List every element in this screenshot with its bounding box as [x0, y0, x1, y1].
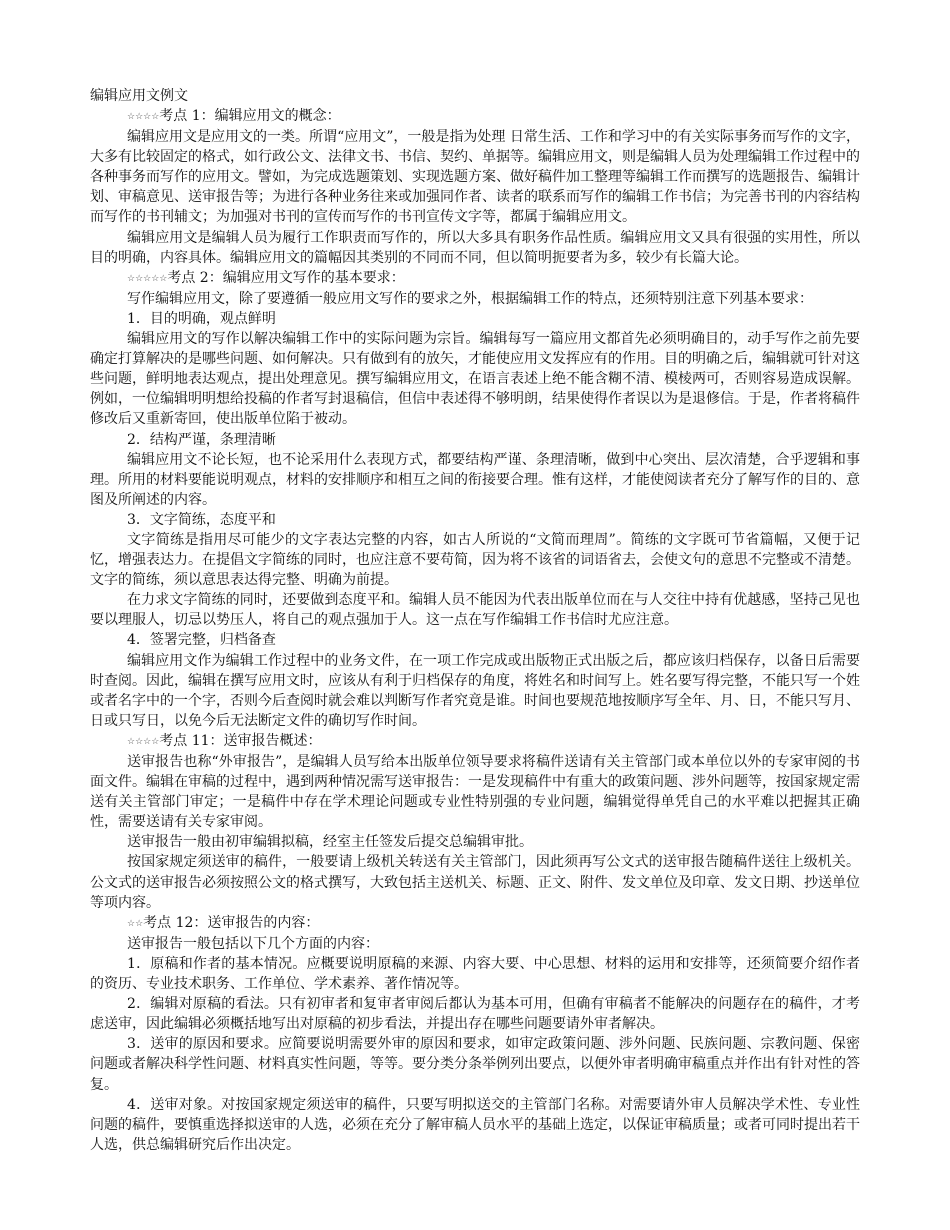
document-body: [90, 106, 860, 1155]
paragraph: 写作编辑应用文，除了要遵循一般应用文写作的要求之外，根据编辑工作的特点，还须特别注意下列基本要求：: [127, 290, 813, 307]
paragraph: 在力求文字简练的同时，还要做到态度平和。编辑人员不能因为代表出版单位而在与人交往中持有优越感，坚持己见也要以理服人，切忌以势压人，将自己的观点强加于人。这一点在写作编辑工作书信时尤应注意。: [90, 592, 860, 629]
subheading: 3．文字简练，态度平和: [127, 511, 276, 528]
paragraph: 编辑应用文不论长短，也不论采用什么表现方式，都要结构严谨、条理清晰，做到中心突出、层次清楚，合乎逻辑和事理。所用的材料要能说明观点，材料的安排顺序和相互之间的衔接要合理。惟有这样，才能使阅读者充分了解写作的目的、意图及所阐述的内容。: [90, 451, 860, 508]
paragraph: 2．编辑对原稿的看法。只有初审者和复审者审阅后都认为基本可用，但确有审稿者不能解决的问题存在的稿件，才考虑送审，因此编辑必须概括地写出对原稿的初步看法，并提出存在哪些问题要请外审者解决。: [90, 996, 860, 1033]
paragraph: 1．原稿和作者的基本情况。应概要说明原稿的来源、内容大要、中心思想、材料的运用和安排等，还须简要介绍作者的资历、专业技术职务、工作单位、学术素养、著作情况等。: [90, 955, 860, 993]
paragraph: 送审报告一般包括以下几个方面的内容：: [127, 935, 379, 952]
subheading: 2．结构严谨，条理清晰: [127, 431, 276, 448]
paragraph: 编辑应用文是应用文的一类。所谓“应用文”，一般是指为处理 日常生活、工作和学习中的有关实际事务而写作的文字，大多有比较固定的格式，如行政公文、法律文书、书信、契约、单据等。编辑应用文，则是编辑人员为处理编辑工作过程中的各种事务而写作的应用文。譬如，为完成选题策划、实现选题方案、做好稿件加工整理等编辑工作而撰写的选题报告、编辑计划、审稿意见、送审报告等；为进行各种业务往来或加强同作者、读者的联系而写作的编辑工作书信；为完善书刊的内容结构而写作的书刊辅文；为加强对书刊的宣传而写作的书刊宣传文字等，都属于编辑应用文。: [90, 129, 860, 226]
paragraph: 送审报告也称“外审报告”，是编辑人员写给本出版单位领导要求将稿件送请有关主管部门或本单位以外的专家审阅的书面文件。编辑在审稿的过程中，遇到两种情况需写送审报告：一是发现稿件中有重大的政策问题、涉外问题等，按国家规定需送有关主管部门审定；一是稿件中存在学术理论问题或专业性特别强的专业问题，编辑觉得单凭自己的水平难以把握其正确性，需要送请有关专家审阅。: [90, 754, 860, 831]
subheading: 4．签署完整，归档备查: [127, 632, 276, 649]
paragraph: 送审报告一般由初审编辑拟稿，经室主任签发后提交总编辑审批。: [127, 834, 533, 851]
paragraph: 编辑应用文作为编辑工作过程中的业务文件，在一项工作完成或出版物正式出版之后，都应该归档保存，以备日后需要时查阅。因此，编辑在撰写应用文时，应该从有利于归档保存的角度，将姓名和时间写上。姓名要写得完整，不能只写一个姓或者名字中的一个字，否则今后查阅时就会难以判断写作者究竟是谁。时间也要规范地按顺序写全年、月、日，不能只写月、日或只写日，以免今后无法断定文件的确切写作时间。: [90, 652, 860, 729]
heading-text: 考点 11：送审报告概述：: [159, 732, 322, 749]
rating-stars: ☆☆☆☆: [127, 736, 160, 747]
rating-stars: ☆☆☆☆☆: [127, 273, 168, 284]
paragraph: 按国家规定须送审的稿件，一般要请上级机关转送有关主管部门，因此须再写公文式的送审报告随稿件送往上级机关。公文式的送审报告必须按照公文的格式撰写，大致包括主送机关、标题、正文、附件、发文单位及印章、发文日期、抄送单位等项内容。: [90, 854, 860, 911]
paragraph: 文字简练是指用尽可能少的文字表达完整的内容，如古人所说的“文简而理周”。简练的文字既可节省篇幅，又便于记忆，增强表达力。在提倡文字简练的同时，也应注意不要苟简，因为将不该省的词语省去，会使文句的意思不完整或不清楚。文字的简练，须以意思表达得完整、明确为前提。: [90, 531, 860, 589]
heading-text: 考点 2：编辑应用文写作的基本要求：: [167, 269, 405, 286]
section-heading: [90, 268, 860, 289]
section-heading: [90, 106, 860, 127]
rating-stars: ☆☆: [127, 918, 144, 929]
rating-stars: ☆☆☆☆: [127, 112, 160, 122]
document-title: 编辑应用文例文: [90, 88, 188, 104]
heading-text: 考点 12：送审报告的内容：: [143, 914, 320, 931]
section-heading: [90, 731, 860, 752]
paragraph: 编辑应用文的写作以解决编辑工作中的实际问题为宗旨。编辑每写一篇应用文都首先必须明确目的，动手写作之前先要确定打算解决的是哪些问题、如何解决。只有做到有的放矢，才能使应用文发挥应有的作用。目的明确之后，编辑就可针对这些问题，鲜明地表达观点，提出处理意见。撰写编辑应用文，在语言表述上绝不能含糊不清、模棱两可，否则容易造成误解。例如，一位编辑明明想给投稿的作者写封退稿信，但信中表述得不够明朗，结果使得作者误以为是退修信。于是，作者将稿件修改后又重新寄回，使出版单位陷于被动。: [90, 331, 860, 428]
paragraph: 3．送审的原因和要求。应简要说明需要外审的原因和要求，如审定政策问题、涉外问题、民族问题、宗教问题、保密问题或者解决科学性问题、材料真实性问题，等等。要分类分条举例列出要点，以便外审者明确审稿重点并作出有针对性的答复。: [90, 1036, 860, 1093]
paragraph: 编辑应用文是编辑人员为履行工作职责而写作的，所以大多具有职务作品性质。编辑应用文又具有很强的实用性，所以目的明确，内容具体。编辑应用文的篇幅因其类别的不同而不同，但以简明扼要者为多，较少有长篇大论。: [90, 229, 860, 266]
paragraph: 4．送审对象。对按国家规定须送审的稿件，只要写明拟送交的主管部门名称。对需要请外审人员解决学术性、专业性问题的稿件，要慎重选择拟送审的人选，必须在充分了解审稿人员水平的基础上选定，以保证审稿质量；或者可同时提出若干人选，供总编辑研究后作出决定。: [90, 1096, 860, 1153]
heading-text: 考点 1：编辑应用文的概念：: [159, 108, 341, 124]
subheading: 1．目的明确，观点鲜明: [127, 310, 276, 327]
section-heading: [90, 913, 860, 934]
